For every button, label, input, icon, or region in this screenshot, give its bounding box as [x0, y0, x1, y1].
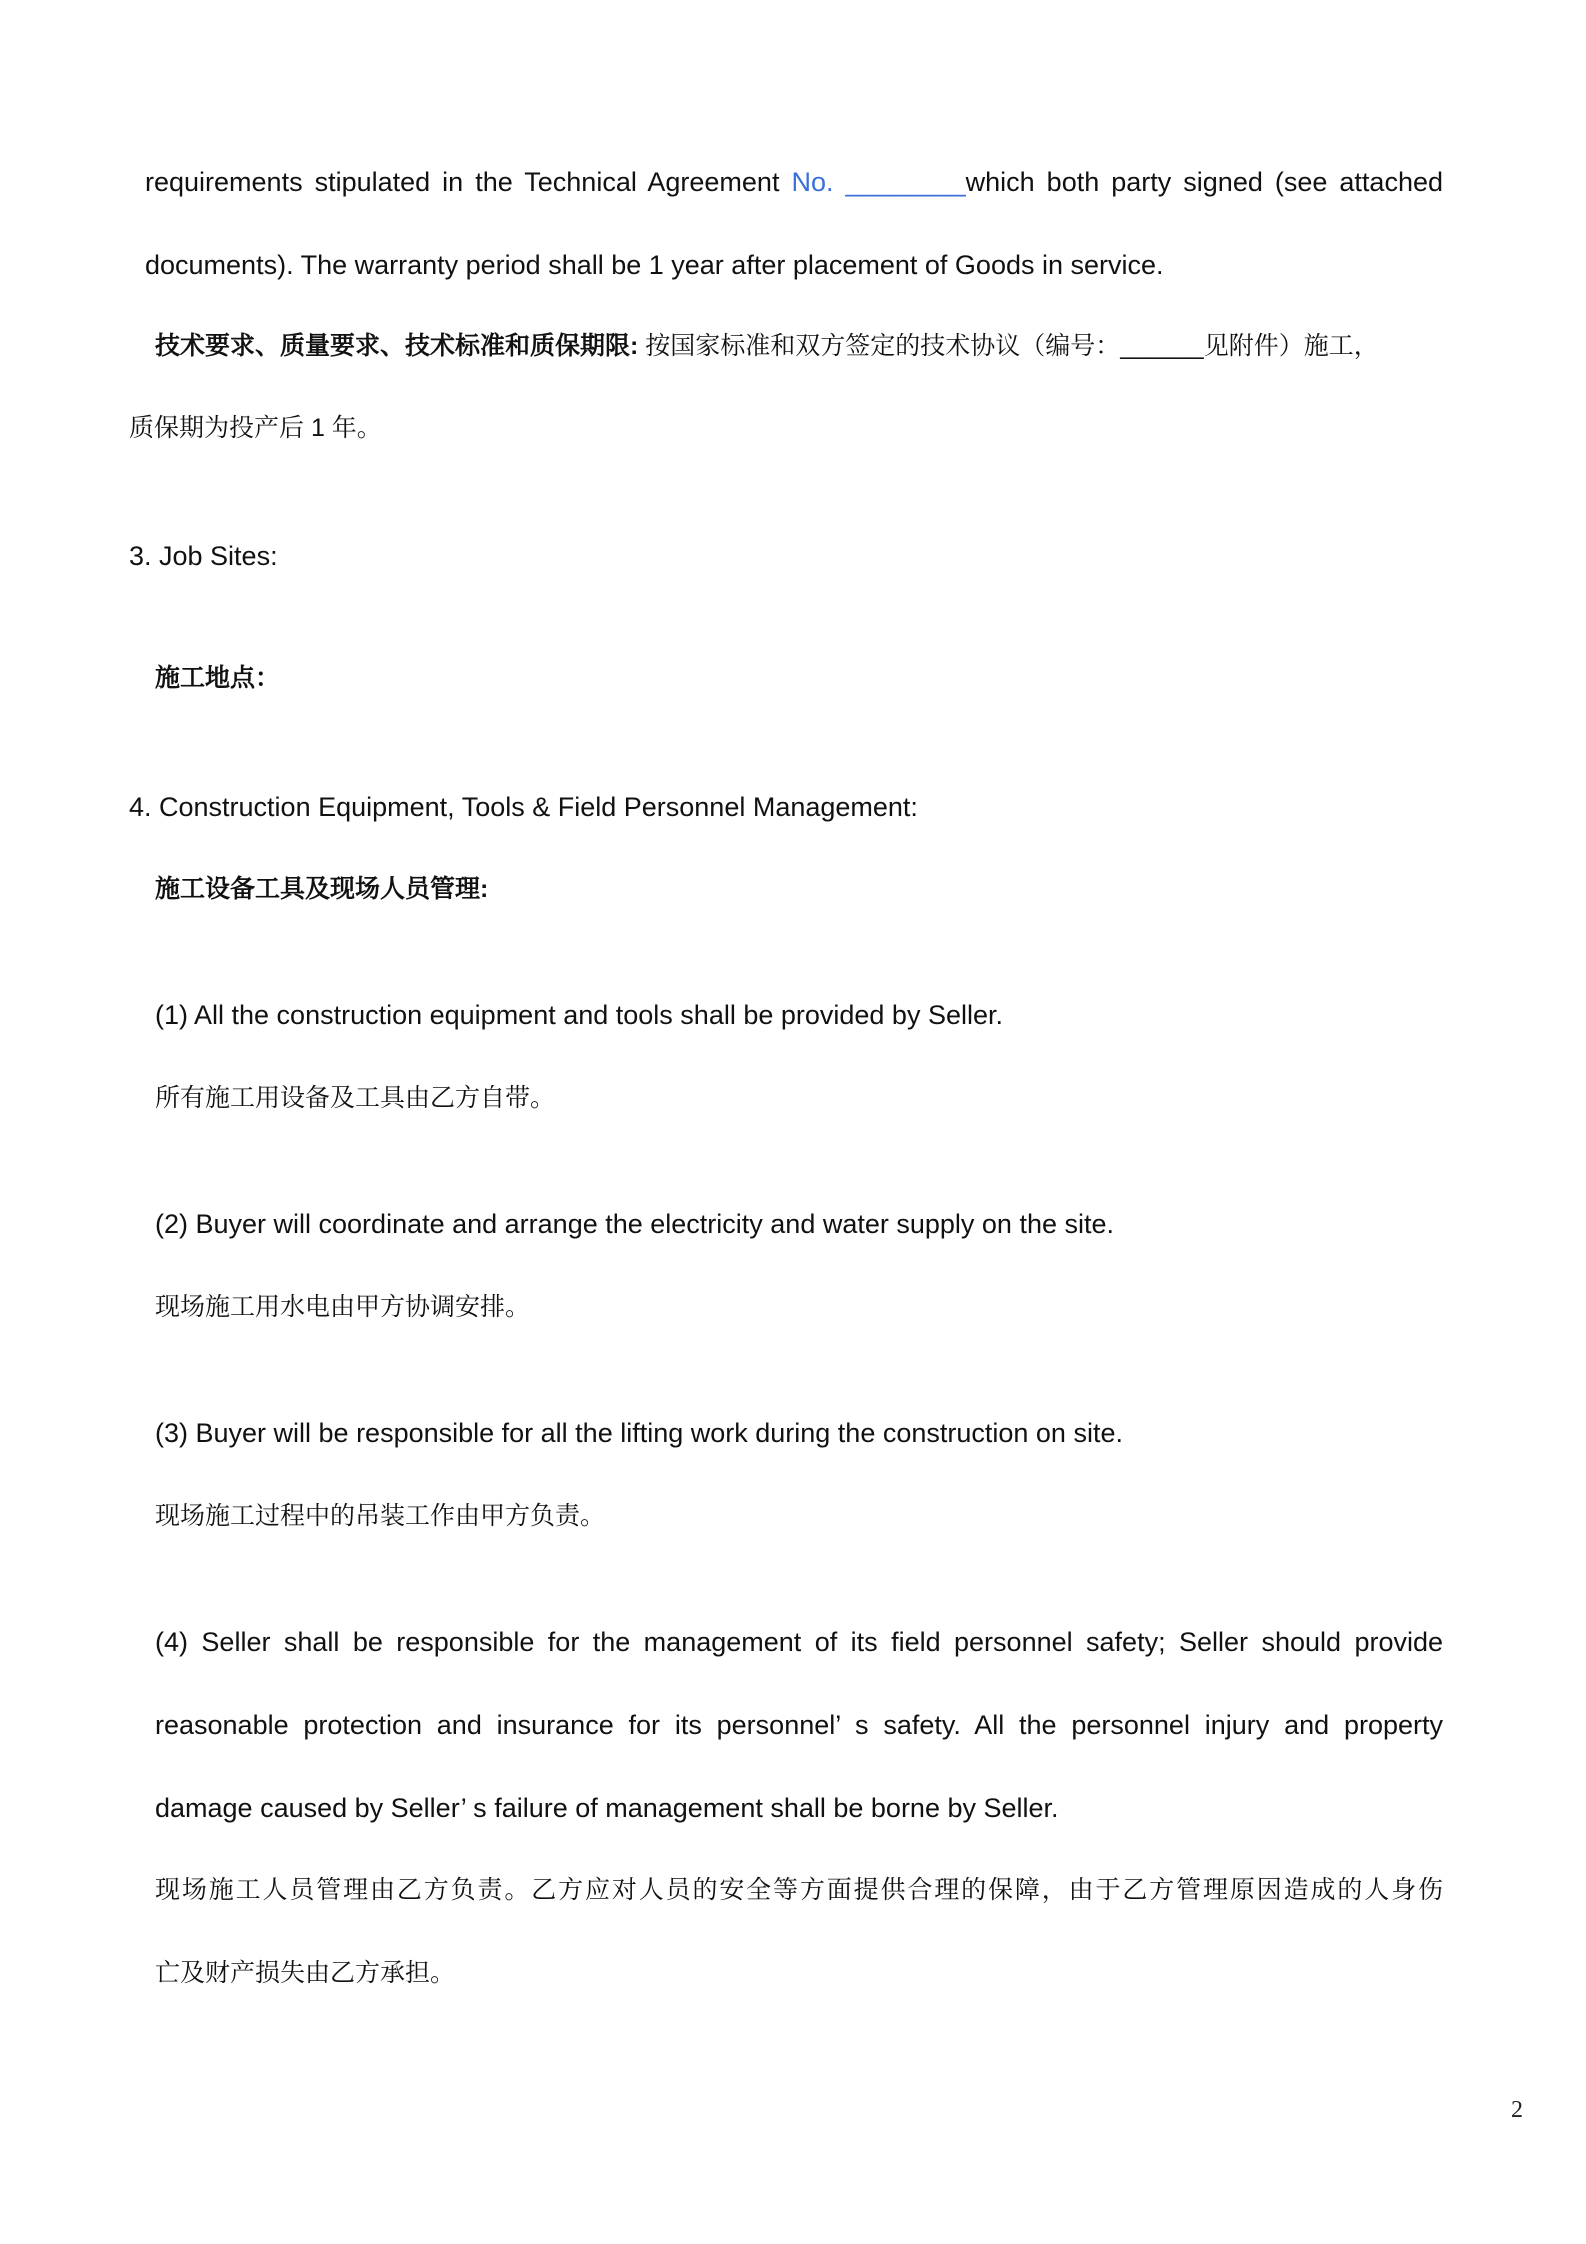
- section-4-heading: 4. Construction Equipment, Tools & Field Personnel Management:: [129, 792, 918, 822]
- warranty-cn-label: 技术要求、质量要求、技术标准和质保期限:: [155, 332, 639, 360]
- item-4-cn-line-1: 现场施工人员管理由乙方负责。乙方应对人员的安全等方面提供合理的保障，由于乙方管理原因造成的人身伤: [155, 1876, 1443, 1904]
- item-1-cn: 所有施工用设备及工具由乙方自带。: [155, 1084, 556, 1112]
- warranty-text-cn-line-1: [155, 326, 1379, 366]
- warranty-text-part-2: which both party signed (see attached: [965, 167, 1443, 197]
- warranty-text-part-1: requirements stipulated in the Technical Agreement: [145, 167, 792, 197]
- section-3-heading: 3. Job Sites:: [129, 541, 278, 571]
- item-4-cn-line-2: 亡及财产损失由乙方承担。: [155, 1959, 456, 1987]
- section-4-heading-cn: 施工设备工具及现场人员管理:: [155, 875, 489, 903]
- warranty-cn-text: 按国家标准和双方签定的技术协议（编号：______见附件）施工，: [638, 332, 1379, 360]
- item-2-en: (2) Buyer will coordinate and arrange the electricity and water supply on the site.: [155, 1209, 1115, 1239]
- warranty-text-line-2: documents). The warranty period shall be 1 year after placement of Goods in service.: [145, 250, 1164, 280]
- section-3-heading-cn: 施工地点：: [155, 664, 281, 692]
- warranty-text-line-1: [145, 162, 1443, 202]
- agreement-number-blank: No. ________: [791, 167, 966, 197]
- item-4-en-line-2: reasonable protection and insurance for its personnel’ s safety. All the personnel injury and property: [155, 1710, 1443, 1740]
- item-2-cn: 现场施工用水电由甲方协调安排。: [155, 1293, 531, 1321]
- item-1-en: (1) All the construction equipment and tools shall be provided by Seller.: [155, 1000, 1003, 1030]
- item-3-cn: 现场施工过程中的吊装工作由甲方负责。: [155, 1502, 606, 1530]
- item-3-en: (3) Buyer will be responsible for all the lifting work during the construction on site.: [155, 1418, 1123, 1448]
- item-4-en-line-1: (4) Seller shall be responsible for the management of its field personnel safety; Seller should provide: [155, 1627, 1443, 1657]
- item-4-en-line-3: damage caused by Seller’ s failure of management shall be borne by Seller.: [155, 1793, 1059, 1823]
- warranty-text-cn-line-2: 质保期为投产后 1 年。: [129, 414, 382, 442]
- page-number: 2: [1511, 2097, 1523, 2123]
